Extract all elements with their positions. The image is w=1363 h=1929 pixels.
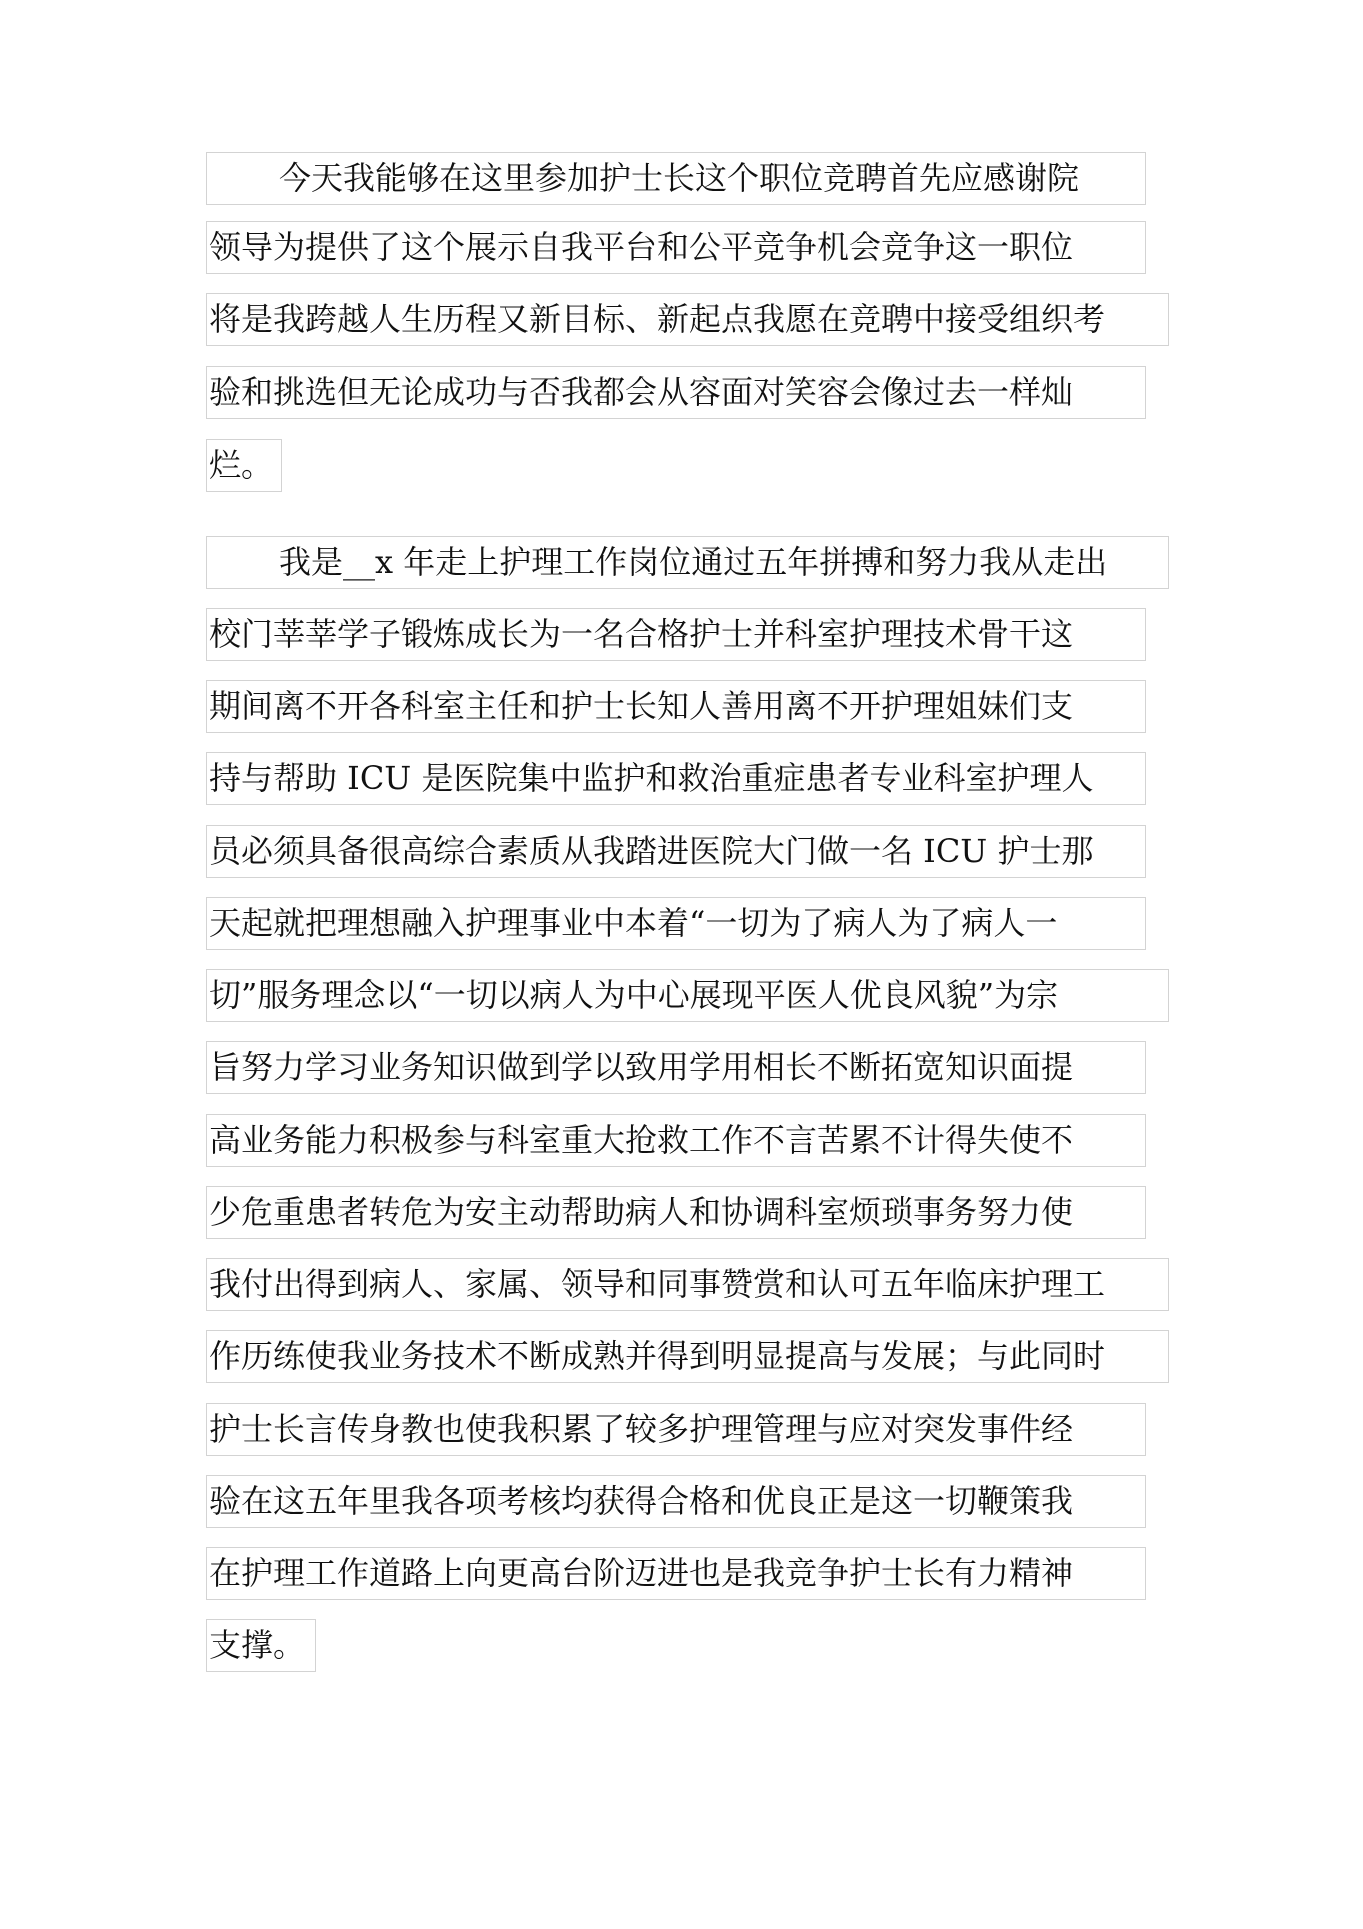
text-line: 我是__x 年走上护理工作岗位通过五年拼搏和努力我从走出: [206, 536, 1169, 589]
text-line: 领导为提供了这个展示自我平台和公平竞争机会竞争这一职位: [206, 221, 1146, 274]
text-line: 支撑。: [206, 1619, 316, 1672]
text-line: 在护理工作道路上向更高台阶迈进也是我竞争护士长有力精神: [206, 1547, 1146, 1600]
text-line: 护士长言传身教也使我积累了较多护理管理与应对突发事件经: [206, 1403, 1146, 1456]
text-line: 天起就把理想融入护理事业中本着“一切为了病人为了病人一: [206, 897, 1146, 950]
text-line: 作历练使我业务技术不断成熟并得到明显提高与发展；与此同时: [206, 1330, 1169, 1383]
text-line: 验和挑选但无论成功与否我都会从容面对笑容会像过去一样灿: [206, 366, 1146, 419]
text-line: 旨努力学习业务知识做到学以致用学用相长不断拓宽知识面提: [206, 1041, 1146, 1094]
text-line: 持与帮助 ICU 是医院集中监护和救治重症患者专业科室护理人: [206, 752, 1146, 805]
text-line: 高业务能力积极参与科室重大抢救工作不言苦累不计得失使不: [206, 1114, 1146, 1167]
text-line: 今天我能够在这里参加护士长这个职位竞聘首先应感谢院: [206, 152, 1146, 205]
text-line: 校门莘莘学子锻炼成长为一名合格护士并科室护理技术骨干这: [206, 608, 1146, 661]
text-line: 我付出得到病人、家属、领导和同事赞赏和认可五年临床护理工: [206, 1258, 1169, 1311]
text-line: 切”服务理念以“一切以病人为中心展现平医人优良风貌”为宗: [206, 969, 1169, 1022]
text-line: 员必须具备很高综合素质从我踏进医院大门做一名 ICU 护士那: [206, 825, 1146, 878]
text-line: 烂。: [206, 439, 282, 492]
text-line: 少危重患者转危为安主动帮助病人和协调科室烦琐事务努力使: [206, 1186, 1146, 1239]
text-line: 验在这五年里我各项考核均获得合格和优良正是这一切鞭策我: [206, 1475, 1146, 1528]
text-line: 期间离不开各科室主任和护士长知人善用离不开护理姐妹们支: [206, 680, 1146, 733]
text-line: 将是我跨越人生历程又新目标、新起点我愿在竞聘中接受组织考: [206, 293, 1169, 346]
